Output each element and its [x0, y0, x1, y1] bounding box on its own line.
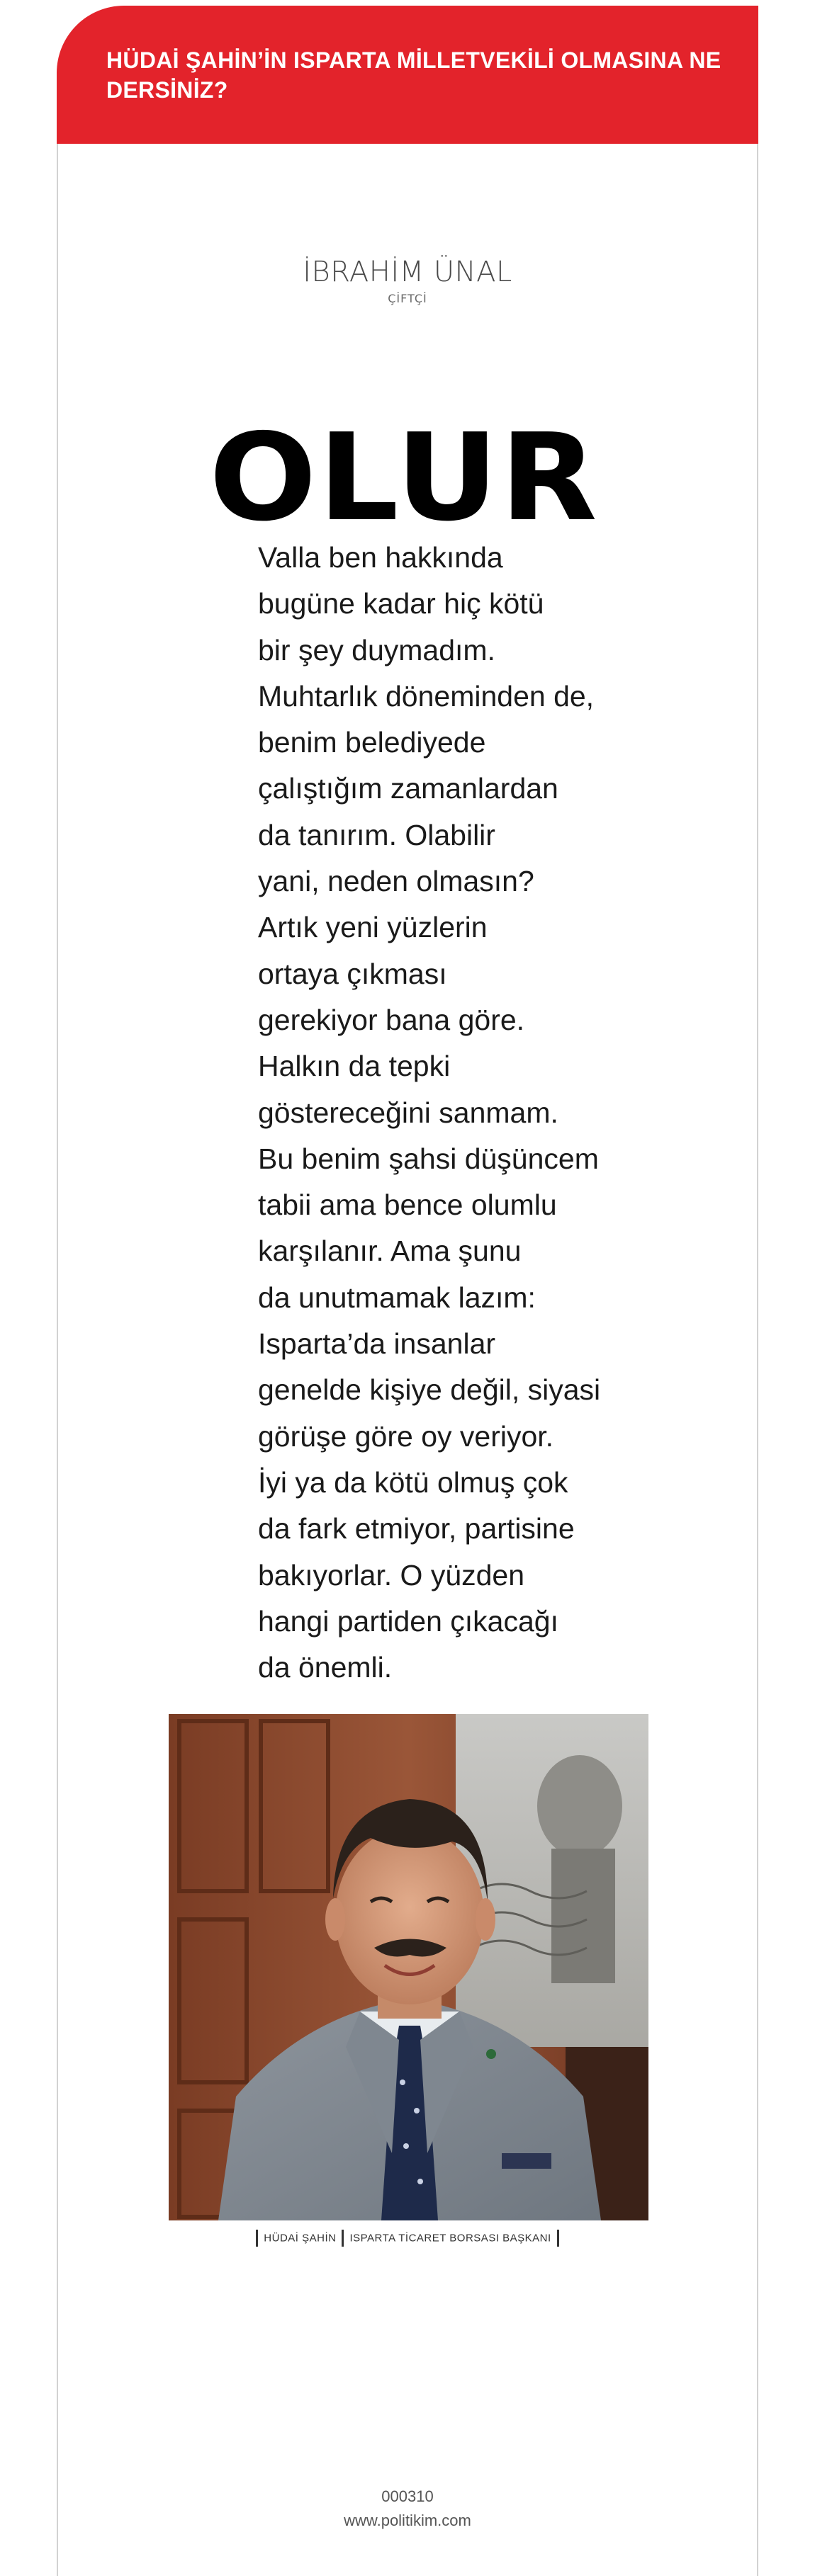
answer-line: Halkın da tepki [258, 1050, 451, 1083]
answer-line: bugüne kadar hiç kötü [258, 587, 544, 620]
question-banner [57, 6, 758, 144]
caption-divider [256, 2230, 258, 2247]
answer-line: Isparta’da insanlar [258, 1327, 496, 1361]
answer-line: gerekiyor bana göre. [258, 1003, 525, 1036]
answer-line: Valla ben hakkında [258, 541, 503, 574]
answer-line: da tanırım. Olabilir [258, 818, 495, 851]
author-role: ÇİFTÇİ [388, 292, 427, 305]
answer-line: da fark etmiyor, partisine [258, 1512, 575, 1545]
answer-line: yani, neden olmasın? [258, 865, 534, 898]
answer-line: göstereceğini sanmam. [258, 1096, 558, 1129]
answer-text [258, 535, 626, 1691]
answer-line: karşılanır. Ama şunu [258, 1235, 522, 1268]
question-title: HÜDAİ ŞAHİN’İN ISPARTA MİLLETVEKİLİ OLMASINA NE DERSİNİZ? [106, 47, 721, 103]
verdict-answer: OLUR [209, 408, 599, 548]
answer-line: Artık yeni yüzlerin [258, 911, 488, 944]
answer-line: görüşe göre oy veriyor. [258, 1419, 554, 1453]
page-border-right [757, 142, 758, 2576]
author-block [0, 255, 815, 305]
answer-line: bir şey duymadım. [258, 633, 495, 666]
answer-line: da unutmamak lazım: [258, 1281, 536, 1314]
answer-line: Bu benim şahsi düşüncem [258, 1142, 599, 1175]
portrait-photo [169, 1714, 648, 2220]
answer-line: ortaya çıkması [258, 957, 447, 990]
answer-line: genelde kişiye değil, siyasi [258, 1373, 601, 1407]
caption-divider [557, 2230, 559, 2247]
answer-line: Muhtarlık döneminden de, [258, 679, 595, 713]
answer-line: da önemli. [258, 1651, 393, 1684]
answer-line: İyi ya da kötü olmuş çok [258, 1465, 568, 1499]
caption-title: ISPARTA TİCARET BORSASI BAŞKANI [349, 2232, 551, 2245]
answer-line: bakıyorlar. O yüzden [258, 1558, 525, 1591]
answer-line: tabii ama bence olumlu [258, 1188, 557, 1222]
answer-line: çalıştığım zamanlardan [258, 772, 558, 805]
author-name: İBRAHİM ÜNAL [303, 256, 512, 288]
caption-divider [342, 2230, 344, 2247]
answer-line: hangi partiden çıkacağı [258, 1604, 558, 1638]
page-footer [0, 2485, 815, 2533]
page-border-left [57, 142, 58, 2576]
answer-line: benim belediyede [258, 726, 486, 759]
website-url: www.politikim.com [344, 2512, 471, 2529]
page-code: 000310 [381, 2487, 434, 2505]
caption-name: HÜDAİ ŞAHİN [264, 2232, 337, 2245]
photo-caption [0, 2230, 815, 2247]
